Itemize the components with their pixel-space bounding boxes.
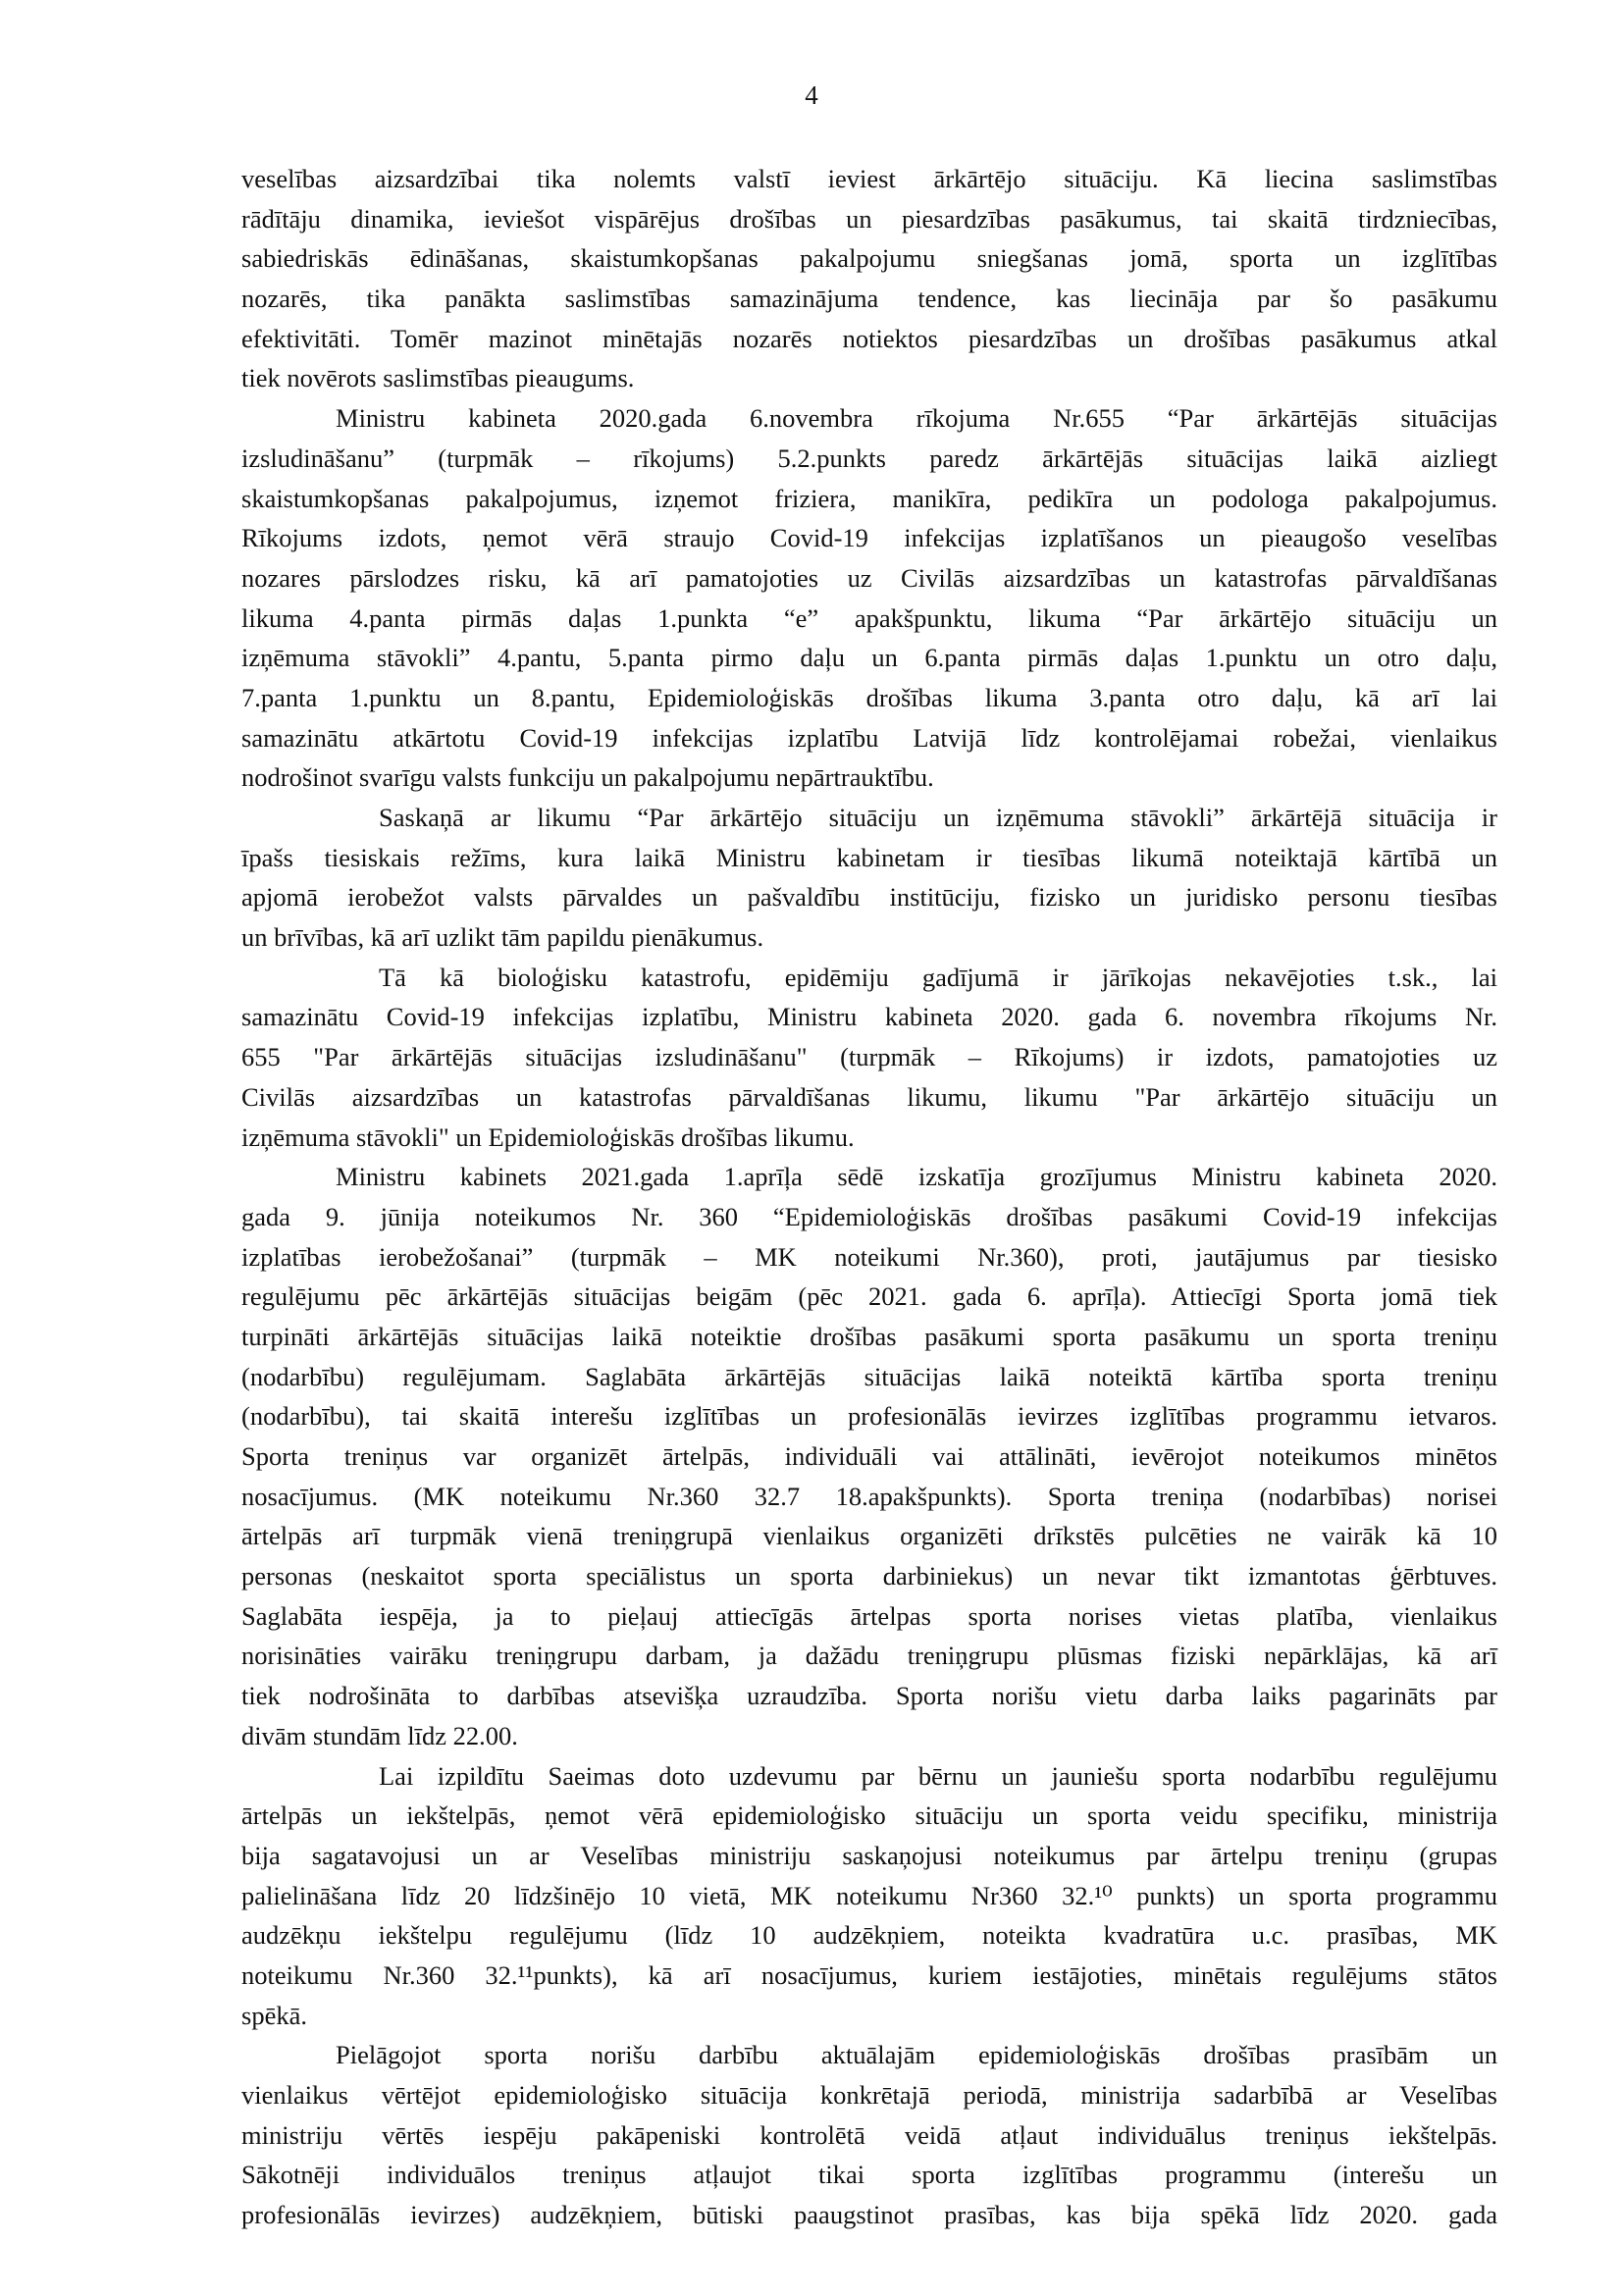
text-line: un brīvības, kā arī uzlikt tām papildu pienākumus.	[241, 922, 764, 953]
text-line: nodrošinot svarīgu valsts funkciju un pakalpojumu nepārtrauktību.	[241, 762, 934, 793]
text-line: noteikumu Nr.360 32.¹¹punkts), kā arī nosacījumus, kuriem iestājoties, minētais regulējums stātos	[241, 1959, 1497, 1990]
text-line: Saskaņā ar likumu “Par ārkārtējo situāciju un izņēmuma stāvokli” ārkārtējā situācija ir	[379, 803, 1497, 832]
text-line: īpašs tiesiskais režīms, kura laikā Ministru kabinetam ir tiesības likumā noteiktajā kārtībā un	[241, 842, 1497, 872]
text-line: apjomā ierobežot valsts pārvaldes un pašvaldību institūciju, fizisko un juridisko personu tiesības	[241, 882, 1497, 913]
text-line: Pielāgojot sporta norišu darbību aktuālajām epidemioloģiskās drošības prasībām un	[336, 2040, 1497, 2070]
text-line: ārtelpās un iekštelpās, ņemot vērā epidemioloģisko situāciju un sporta veidu specifiku, ministrija	[241, 1800, 1497, 1831]
text-line: izsludināšanu” (turpmāk – rīkojums) 5.2.punkts paredz ārkārtējās situācijas laikā aizliegt	[241, 443, 1497, 473]
paragraph	[241, 958, 1497, 1157]
paragraph	[241, 159, 1497, 398]
text-line: vienlaikus vērtējot epidemioloģisko situācija konkrētajā periodā, ministrija sadarbībā ar Veselības	[241, 2080, 1497, 2110]
text-line: veselības aizsardzībai tika nolemts valstī ieviest ārkārtējo situāciju. Kā liecina saslimstības	[241, 164, 1497, 193]
text-line: nozares pārslodzes risku, kā arī pamatojoties uz Civilās aizsardzības un katastrofas pārvaldīšanas	[241, 562, 1497, 593]
text-line: samazinātu atkārtotu Covid-19 infekcijas izplatību Latvijā līdz kontrolējamai robežai, vienlaikus	[241, 722, 1497, 753]
text-line: skaistumkopšanas pakalpojumus, izņemot friziera, manikīra, pedikīra un podologa pakalpojumus.	[241, 483, 1497, 513]
text-line: Ministru kabinets 2021.gada 1.aprīļa sēdē izskatīja grozījumus Ministru kabineta 2020.	[336, 1162, 1497, 1192]
text-line: Tā kā bioloģisku katastrofu, epidēmiju gadījumā ir jārīkojas nekavējoties t.sk., lai	[379, 962, 1497, 992]
text-line: likuma 4.panta pirmās daļas 1.punkta “e” apakšpunktu, likuma “Par ārkārtējo situāciju un	[241, 602, 1497, 633]
paragraph	[241, 798, 1497, 958]
text-line: izņēmuma stāvokli" un Epidemioloģiskās drošības likumu.	[241, 1122, 855, 1152]
text-line: norisināties vairāku treniņgrupu darbam, ja dažādu treniņgrupu plūsmas fiziski nepārklājas, kā arī	[241, 1641, 1497, 1671]
text-line: divām stundām līdz 22.00.	[241, 1720, 518, 1750]
text-line: spēkā.	[241, 2000, 307, 2030]
text-line: bija sagatavojusi un ar Veselības ministriju saskaņojusi noteikumus par ārtelpu treniņu (grupas	[241, 1840, 1497, 1870]
paragraph	[241, 1756, 1497, 2036]
text-line: samazinātu Covid-19 infekcijas izplatību, Ministru kabineta 2020. gada 6. novembra rīkojums Nr.	[241, 1002, 1497, 1032]
text-line: palielināšana līdz 20 līdzšinējo 10 vietā, MK noteikumu Nr360 32.¹⁰ punkts) un sporta programmu	[241, 1880, 1497, 1910]
page-number: 4	[805, 80, 818, 110]
text-line: ārtelpās arī turpmāk vienā treniņgrupā vienlaikus organizēti drīkstēs pulcēties ne vairāk kā 10	[241, 1521, 1497, 1551]
text-line: Civilās aizsardzības un katastrofas pārvaldīšanas likumu, likumu "Par ārkārtējo situāciju un	[241, 1081, 1497, 1112]
text-line: Sporta treniņus var organizēt ārtelpās, individuāli vai attālināti, ievērojot noteikumos minētos	[241, 1441, 1497, 1471]
paragraph	[241, 2035, 1497, 2234]
text-line: izplatības ierobežošanai” (turpmāk – MK noteikumi Nr.360), proti, jautājumus par tiesisko	[241, 1241, 1497, 1272]
text-line: nozarēs, tika panākta saslimstības samazinājuma tendence, kas liecināja par šo pasākumu	[241, 284, 1497, 314]
text-line: efektivitāti. Tomēr mazinot minētajās nozarēs notiektos piesardzības un drošības pasākumus atkal	[241, 323, 1497, 353]
text-line: sabiedriskās ēdināšanas, skaistumkopšanas pakalpojumu sniegšanas jomā, sporta un izglītības	[241, 243, 1497, 274]
text-line: Rīkojums izdots, ņemot vērā straujo Covid-19 infekcijas izplatīšanos un pieaugošo veselības	[241, 523, 1497, 553]
text-line: 7.panta 1.punktu un 8.pantu, Epidemioloģiskās drošības likuma 3.panta otro daļu, kā arī lai	[241, 682, 1497, 712]
text-line: Lai izpildītu Saeimas doto uzdevumu par bērnu un jauniešu sporta nodarbību regulējumu	[379, 1760, 1497, 1791]
text-line: nosacījumus. (MK noteikumu Nr.360 32.7 18.apakšpunkts). Sporta treniņa (nodarbības) norisei	[241, 1481, 1497, 1511]
text-line: tiek novērots saslimstības pieaugums.	[241, 363, 635, 393]
paragraph	[241, 398, 1497, 798]
text-line: 655 "Par ārkārtējās situācijas izsludināšanu" (turpmāk – Rīkojums) ir izdots, pamatojoties uz	[241, 1042, 1497, 1072]
text-line: personas (neskaitot sporta speciālistus un sporta darbiniekus) un nevar tikt izmantotas ģērbtuves.	[241, 1561, 1497, 1592]
text-line: regulējumu pēc ārkārtējās situācijas beigām (pēc 2021. gada 6. aprīļa). Attiecīgi Sporta jomā tiek	[241, 1281, 1497, 1312]
text-line: Sākotnēji individuālos treniņus atļaujot tikai sporta izglītības programmu (interešu un	[241, 2160, 1497, 2190]
text-line: (nodarbību) regulējumam. Saglabāta ārkārtējās situācijas laikā noteiktā kārtība sporta treniņu	[241, 1361, 1497, 1391]
text-line: Ministru kabineta 2020.gada 6.novembra rīkojuma Nr.655 “Par ārkārtējās situācijas	[336, 403, 1497, 434]
text-line: gada 9. jūnija noteikumos Nr. 360 “Epidemioloģiskās drošības pasākumi Covid-19 infekcijas	[241, 1201, 1497, 1231]
text-line: tiek nodrošināta to darbības atsevišķa uzraudzība. Sporta norišu vietu darba laiks pagarināts par	[241, 1681, 1497, 1711]
text-line: izņēmuma stāvokli” 4.pantu, 5.panta pirmo daļu un 6.panta pirmās daļas 1.punktu un otro daļu,	[241, 643, 1497, 673]
document-body	[241, 159, 1497, 2235]
text-line: audzēkņu iekštelpu regulējumu (līdz 10 audzēkņiem, noteikta kvadratūra u.c. prasības, MK	[241, 1920, 1497, 1951]
text-line: rādītāju dinamika, ieviešot vispārējus drošības un piesardzības pasākumus, tai skaitā tirdzniecības,	[241, 203, 1497, 234]
text-line: (nodarbību), tai skaitā interešu izglītības un profesionālās ievirzes izglītības programmu ietvaros.	[241, 1401, 1497, 1432]
text-line: Saglabāta iespēja, ja to pieļauj attiecīgās ārtelpas sporta norises vietas platība, vienlaikus	[241, 1600, 1497, 1631]
text-line: ministriju vērtēs iespēju pakāpeniski kontrolētā veidā atļaut individuālus treniņus iekštelpās.	[241, 2119, 1497, 2150]
text-line: profesionālās ievirzes) audzēkņiem, būtiski paaugstinot prasības, kas bija spēkā līdz 2020. gada	[241, 2200, 1497, 2230]
paragraph	[241, 1157, 1497, 1755]
text-line: turpināti ārkārtējās situācijas laikā noteiktie drošības pasākumi sporta pasākumu un sporta treniņu	[241, 1321, 1497, 1351]
